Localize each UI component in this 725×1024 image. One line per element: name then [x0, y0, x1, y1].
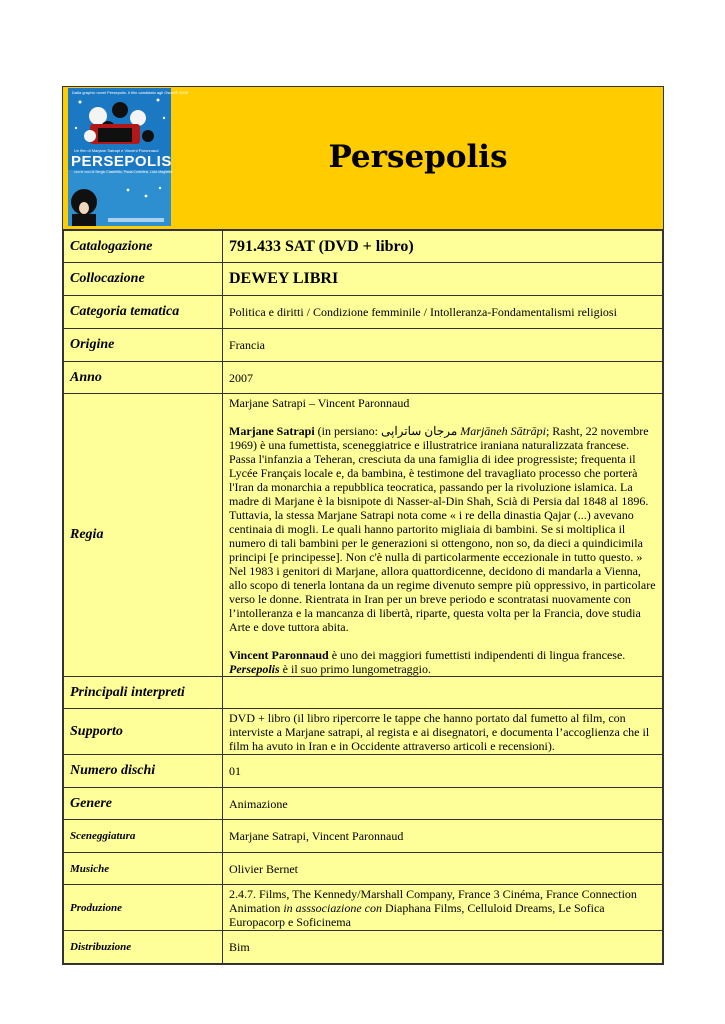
work-rest: è il suo primo lungometraggio.: [279, 662, 431, 676]
label-sceneggiatura: Sceneggiatura: [64, 820, 223, 853]
label-origine: Origine: [64, 329, 223, 362]
row-anno: [64, 362, 663, 394]
satrapi-pre: (in persiano:: [314, 424, 381, 438]
regia-intro: Marjane Satrapi – Vincent Paronnaud: [229, 396, 410, 410]
label-produzione: Produzione: [64, 885, 223, 931]
value-anno: 2007: [223, 362, 663, 394]
catalog-card: [62, 86, 664, 965]
row-genere: [64, 788, 663, 820]
label-categoria: Categoria tematica: [64, 296, 223, 329]
paronnaud-bio: è uno dei maggiori fumettisti indipendenti di lingua francese.: [328, 648, 626, 662]
produzione-pre: 2.4.7. Films, The Kennedy/Marshall Company, France 3 Cinéma, France Connection Animation: [229, 886, 637, 915]
movie-poster: [68, 88, 188, 226]
value-supporto: DVD + libro (il libro ripercorre le tappe che hanno portato dal fumetto al film, con interviste a Marjane satrapi, al regista e ai disegnatori, e documenta l’accoglienza che il film ha avuto in Iran e in Occidente attraverso articoli e recensioni).: [223, 709, 663, 755]
satrapi-translit: Marjāneh Sātrāpi: [460, 424, 546, 438]
produzione-post: Diaphana Films, Celluloid Dreams, Le Sofica Europacorp e Soficinema: [229, 900, 605, 929]
paronnaud-paragraph: [229, 648, 656, 662]
row-distribuzione: [64, 931, 663, 964]
page-title: Persepolis: [328, 139, 508, 175]
row-interpreti: [64, 677, 663, 709]
poster-lower-illustration: [68, 170, 171, 226]
label-musiche: Musiche: [64, 853, 223, 885]
poster-credit: Un film di Marjane Satrapi e Vincent Paronnaud: [74, 148, 159, 153]
work-paragraph: [229, 662, 656, 676]
title-header: [63, 87, 663, 230]
satrapi-bio: ; Rasht, 22 novembre 1969) è una fumettista, sceneggiatrice e illustratrice iraniana naturalizzata francese. Passa l'infanzia a Teheran, cresciuta da una famiglia di idee progressiste; frequenta il Lycée Français locale e, da bambina, è testimone del travagliato processo che porterà l'Iran da monarchia a repubblica teocratica, passando per la rivoluzione islamica. La madre di Marjane è la bisnipote di Nasser-al-Din Shah, Scià di Persia dal 1848 al 1896. Tuttavia, la stessa Marjane Satrapi nota come « i re della dinastia Qajar (...) avevano centinaia di mogli. Le quali hanno partorito migliaia di bambini. Se si moltiplica il numero di tali bambini per le generazioni si ottengono, non so, da dieci a quindicimila principi [e principesse]. Non c'è nulla di particolarmente eccezionale in tutto questo. » Nel 1983 i genitori di Marjane, allora quattordicenne, decidono di mandarla a Vienna, allo scopo di tenerla lontana da un regime divenuto sempre più oppressivo, in particolare verso le donne. Rientrata in Iran per un breve periodo e scontratasi nuovamente con l’intolleranza e la mancanza di libertà, riparte, questa volta per la Francia, dove studia Arte e dove tuttora abita.: [229, 424, 656, 634]
value-collocazione: DEWEY LIBRI: [223, 263, 663, 296]
satrapi-paragraph: [229, 424, 656, 634]
label-collocazione: Collocazione: [64, 263, 223, 296]
value-sceneggiatura: Marjane Satrapi, Vincent Paronnaud: [223, 820, 663, 853]
label-anno: Anno: [64, 362, 223, 394]
row-dischi: [64, 755, 663, 788]
produzione-italic: in asssociazione con: [283, 900, 382, 915]
poster-title: PERSEPOLIS: [71, 153, 172, 170]
work-title: Persepolis: [229, 662, 280, 676]
row-categoria: [64, 296, 663, 329]
label-regia: Regia: [64, 394, 223, 677]
poster-lower: [68, 170, 171, 226]
value-catalogazione: 791.433 SAT (DVD + libro): [223, 231, 663, 263]
satrapi-name: Marjane Satrapi: [229, 424, 315, 438]
value-genere: Animazione: [223, 788, 663, 820]
label-interpreti: Principali interpreti: [64, 677, 223, 709]
value-categoria: Politica e diritti / Condizione femminile / Intolleranza-Fondamentalismi religiosi: [223, 296, 663, 329]
value-produzione: [223, 885, 663, 931]
row-origine: [64, 329, 663, 362]
poster-voices: con le voci di Sergio Castellitto, Paola Cortellesi, Licia Maglietta: [74, 170, 173, 174]
value-regia: [223, 394, 663, 677]
row-sceneggiatura: [64, 820, 663, 853]
label-distribuzione: Distribuzione: [64, 931, 223, 964]
value-musiche: Olivier Bernet: [223, 853, 663, 885]
row-supporto: [64, 709, 663, 755]
catalog-table: [63, 230, 663, 964]
value-distribuzione: Bim: [223, 931, 663, 964]
row-regia: [64, 394, 663, 677]
row-catalogazione: [64, 231, 663, 263]
label-dischi: Numero dischi: [64, 755, 223, 788]
poster-tagline: Dalla graphic novel Persepolis. Il film candidato agli Oscar® 2008: [72, 90, 188, 95]
label-genere: Genere: [64, 788, 223, 820]
value-interpreti: [223, 677, 663, 709]
label-catalogazione: Catalogazione: [64, 231, 223, 263]
row-collocazione: [64, 263, 663, 296]
label-supporto: Supporto: [64, 709, 223, 755]
satrapi-persian: مرجان ساتراپی: [380, 424, 458, 438]
value-origine: Francia: [223, 329, 663, 362]
value-dischi: 01: [223, 755, 663, 788]
row-produzione: [64, 885, 663, 931]
paronnaud-name: Vincent Paronnaud: [229, 648, 329, 662]
row-musiche: [64, 853, 663, 885]
